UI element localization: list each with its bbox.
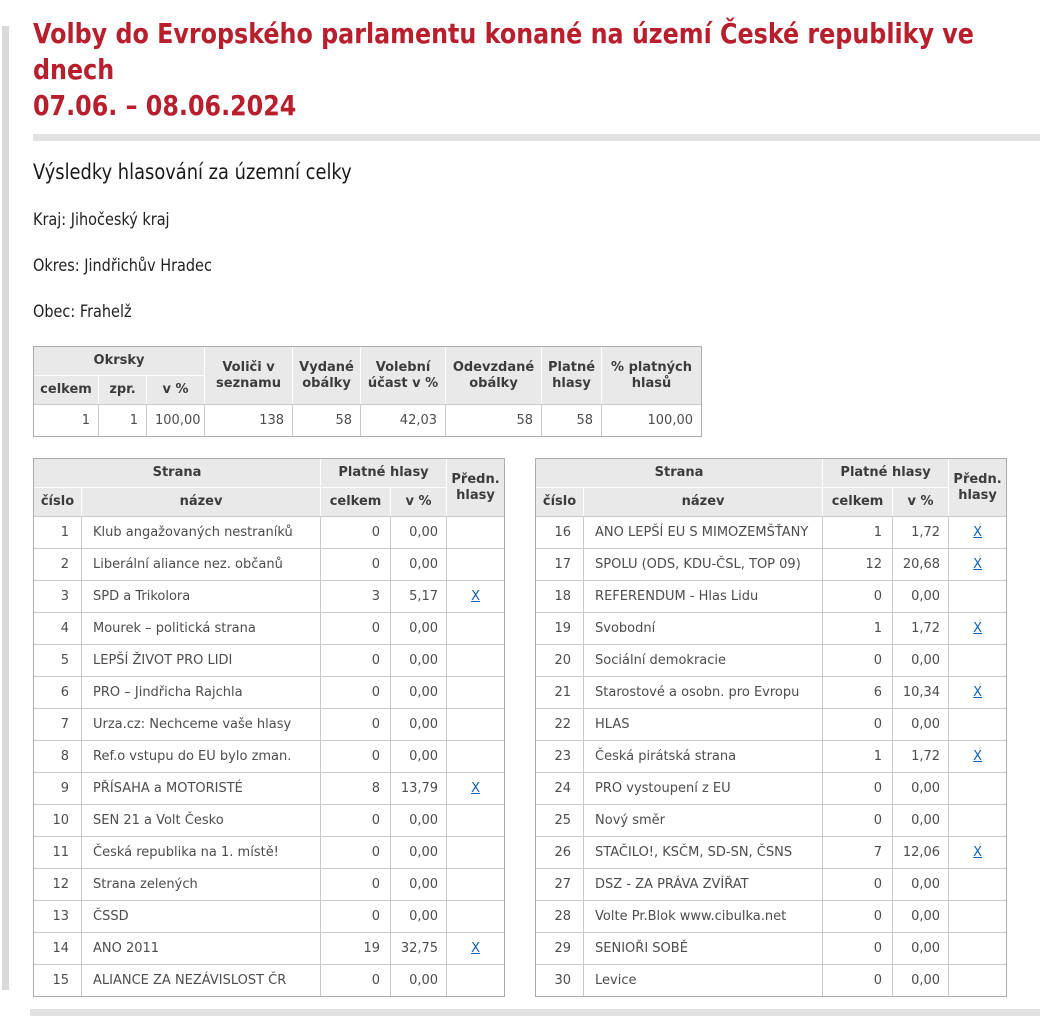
party-number: 28	[536, 900, 584, 932]
party-votes-pct: 0,00	[391, 612, 447, 644]
party-votes-total: 0	[823, 708, 893, 740]
party-votes-total: 0	[823, 868, 893, 900]
table-row	[34, 900, 504, 932]
party-votes-pct: 0,00	[391, 676, 447, 708]
party-number: 8	[34, 740, 82, 772]
table-row	[34, 836, 504, 868]
party-votes-pct: 32,75	[391, 932, 447, 964]
page-title	[33, 16, 1040, 124]
party-header-row-1	[34, 459, 504, 488]
party-table-left	[33, 458, 505, 997]
party-number: 30	[536, 964, 584, 996]
value-okrsky-zpr: 1	[99, 404, 147, 436]
pref-votes-cell	[949, 580, 1006, 612]
col-header-nazev: název	[82, 488, 321, 516]
table-row	[34, 644, 504, 676]
col-header-volici: Voliči v seznamu	[205, 347, 293, 404]
party-votes-pct: 0,00	[391, 804, 447, 836]
pref-votes-cell	[447, 836, 504, 868]
party-number: 17	[536, 548, 584, 580]
col-header-cislo: číslo	[536, 488, 584, 516]
party-votes-pct: 20,68	[893, 548, 949, 580]
party-votes-pct: 0,00	[893, 644, 949, 676]
preferential-votes-link[interactable]: X	[471, 781, 480, 796]
party-name: ALIANCE ZA NEZÁVISLOST ČR	[82, 964, 321, 996]
party-name: ČSSD	[82, 900, 321, 932]
party-number: 3	[34, 580, 82, 612]
party-votes-pct: 12,06	[893, 836, 949, 868]
title-divider	[33, 134, 1040, 141]
party-number: 2	[34, 548, 82, 580]
pref-votes-cell	[447, 932, 504, 964]
col-header-platne-hlasy: Platné hlasy	[542, 347, 602, 404]
pref-votes-cell	[949, 964, 1006, 996]
pref-votes-cell	[949, 676, 1006, 708]
party-name: Svobodní	[584, 612, 823, 644]
party-number: 21	[536, 676, 584, 708]
party-votes-total: 0	[321, 900, 391, 932]
party-number: 19	[536, 612, 584, 644]
table-row	[536, 612, 1006, 644]
party-votes-total: 0	[823, 580, 893, 612]
party-table-right	[535, 458, 1007, 997]
party-number: 12	[34, 868, 82, 900]
party-votes-total: 8	[321, 772, 391, 804]
table-row	[34, 548, 504, 580]
party-votes-total: 0	[321, 516, 391, 548]
page-title-line2: 07.06. – 08.06.2024	[33, 89, 297, 122]
preferential-votes-link[interactable]: X	[471, 941, 480, 956]
party-votes-total: 0	[321, 612, 391, 644]
table-row	[536, 548, 1006, 580]
party-name: Ref.o vstupu do EU bylo zman.	[82, 740, 321, 772]
party-votes-total: 0	[321, 836, 391, 868]
party-name: SPD a Trikolora	[82, 580, 321, 612]
party-name: Liberální aliance nez. občanů	[82, 548, 321, 580]
party-number: 23	[536, 740, 584, 772]
party-votes-total: 1	[823, 516, 893, 548]
party-number: 27	[536, 868, 584, 900]
party-votes-pct: 1,72	[893, 612, 949, 644]
col-header-vpct: v %	[893, 488, 949, 516]
summary-table	[33, 346, 702, 437]
party-votes-total: 0	[321, 644, 391, 676]
col-header-predn-hlasy: Předn. hlasy	[949, 459, 1006, 516]
party-name: Mourek – politická strana	[82, 612, 321, 644]
party-name: Strana zelených	[82, 868, 321, 900]
value-pct-platnych: 100,00	[602, 404, 701, 436]
party-name: Česká republika na 1. místě!	[82, 836, 321, 868]
table-row	[536, 964, 1006, 996]
party-votes-pct: 0,00	[893, 932, 949, 964]
pref-votes-cell	[447, 868, 504, 900]
party-votes-total: 0	[823, 964, 893, 996]
preferential-votes-link[interactable]: X	[973, 845, 983, 860]
table-row	[536, 676, 1006, 708]
party-number: 10	[34, 804, 82, 836]
party-number: 29	[536, 932, 584, 964]
section-heading: Výsledky hlasování za územní celky	[33, 160, 352, 184]
col-header-predn-hlasy: Předn. hlasy	[447, 459, 504, 516]
col-header-okrsky-zpr: zpr.	[99, 376, 147, 404]
table-row	[536, 644, 1006, 676]
okres-label: Okres: Jindřichův Hradec	[33, 256, 212, 276]
value-odevzdane-obalky: 58	[446, 404, 542, 436]
party-name: PŘÍSAHA a MOTORISTÉ	[82, 772, 321, 804]
party-votes-pct: 0,00	[391, 900, 447, 932]
col-header-platne-hlasy: Platné hlasy	[823, 459, 949, 488]
table-row	[536, 932, 1006, 964]
party-number: 15	[34, 964, 82, 996]
party-votes-total: 0	[321, 964, 391, 996]
party-number: 1	[34, 516, 82, 548]
pref-votes-cell	[447, 708, 504, 740]
pref-votes-cell	[949, 932, 1006, 964]
party-number: 5	[34, 644, 82, 676]
col-header-celkem: celkem	[823, 488, 893, 516]
table-row	[34, 708, 504, 740]
party-name: STAČILO!, KSČM, SD-SN, ČSNS	[584, 836, 823, 868]
party-votes-pct: 0,00	[893, 772, 949, 804]
party-votes-total: 0	[823, 900, 893, 932]
party-name: ANO 2011	[82, 932, 321, 964]
table-row	[34, 580, 504, 612]
pref-votes-cell	[949, 804, 1006, 836]
pref-votes-cell	[447, 900, 504, 932]
party-votes-pct: 10,34	[893, 676, 949, 708]
table-row	[536, 580, 1006, 612]
col-header-nazev: název	[584, 488, 823, 516]
party-votes-pct: 1,72	[893, 740, 949, 772]
party-name: Levice	[584, 964, 823, 996]
table-row	[34, 804, 504, 836]
pref-votes-cell	[447, 804, 504, 836]
pref-votes-cell	[949, 740, 1006, 772]
party-header-row-2	[536, 488, 1006, 516]
party-votes-total: 7	[823, 836, 893, 868]
table-row	[34, 932, 504, 964]
party-number: 9	[34, 772, 82, 804]
col-header-strana: Strana	[34, 459, 321, 488]
table-row	[34, 612, 504, 644]
pref-votes-cell	[447, 964, 504, 996]
col-header-cislo: číslo	[34, 488, 82, 516]
pref-votes-cell	[949, 836, 1006, 868]
pref-votes-cell	[447, 772, 504, 804]
value-okrsky-vpct: 100,00	[147, 404, 205, 436]
party-votes-pct: 13,79	[391, 772, 447, 804]
table-row	[536, 740, 1006, 772]
party-votes-pct: 0,00	[893, 804, 949, 836]
party-votes-pct: 0,00	[391, 516, 447, 548]
party-votes-total: 1	[823, 612, 893, 644]
party-number: 13	[34, 900, 82, 932]
party-votes-total: 1	[823, 740, 893, 772]
pref-votes-cell	[949, 708, 1006, 740]
party-votes-total: 3	[321, 580, 391, 612]
pref-votes-cell	[949, 612, 1006, 644]
table-row	[536, 772, 1006, 804]
kraj-label: Kraj: Jihočeský kraj	[33, 210, 170, 230]
party-name: REFERENDUM - Hlas Lidu	[584, 580, 823, 612]
col-header-vpct: v %	[391, 488, 447, 516]
party-number: 7	[34, 708, 82, 740]
party-header-row-1	[536, 459, 1006, 488]
party-votes-total: 0	[321, 804, 391, 836]
party-votes-pct: 0,00	[893, 964, 949, 996]
party-name: DSZ - ZA PRÁVA ZVÍŘAT	[584, 868, 823, 900]
party-votes-pct: 0,00	[391, 708, 447, 740]
party-number: 18	[536, 580, 584, 612]
party-name: Klub angažovaných nestraníků	[82, 516, 321, 548]
party-name: SEN 21 a Volt Česko	[82, 804, 321, 836]
pref-votes-cell	[447, 740, 504, 772]
party-name: Sociální demokracie	[584, 644, 823, 676]
pref-votes-cell	[447, 548, 504, 580]
party-votes-total: 0	[823, 772, 893, 804]
pref-votes-cell	[447, 644, 504, 676]
party-votes-pct: 0,00	[391, 964, 447, 996]
value-volici: 138	[205, 404, 293, 436]
party-votes-total: 0	[321, 708, 391, 740]
party-votes-total: 0	[321, 740, 391, 772]
col-header-volebni-ucast: Volební účast v %	[361, 347, 446, 404]
party-number: 24	[536, 772, 584, 804]
value-volebni-ucast: 42,03	[361, 404, 446, 436]
preferential-votes-link[interactable]: X	[973, 685, 983, 700]
col-header-odevzdane-obalky: Odevzdané obálky	[446, 347, 542, 404]
pref-votes-cell	[949, 900, 1006, 932]
table-row	[536, 868, 1006, 900]
party-votes-pct: 0,00	[893, 900, 949, 932]
party-name: PRO – Jindřicha Rajchla	[82, 676, 321, 708]
party-votes-pct: 0,00	[893, 708, 949, 740]
party-votes-pct: 0,00	[391, 644, 447, 676]
table-row	[536, 708, 1006, 740]
party-votes-total: 6	[823, 676, 893, 708]
party-number: 14	[34, 932, 82, 964]
party-name: Urza.cz: Nechceme vaše hlasy	[82, 708, 321, 740]
value-okrsky-celkem: 1	[34, 404, 99, 436]
preferential-votes-link[interactable]: X	[973, 621, 983, 636]
party-number: 20	[536, 644, 584, 676]
party-votes-total: 19	[321, 932, 391, 964]
col-header-vydane-obalky: Vydané obálky	[293, 347, 361, 404]
party-votes-pct: 1,72	[893, 516, 949, 548]
table-row	[536, 836, 1006, 868]
party-name: SPOLU (ODS, KDU-ČSL, TOP 09)	[584, 548, 823, 580]
page-title-line1: Volby do Evropského parlamentu konané na území České republiky ve dnech	[33, 17, 974, 86]
pref-votes-cell	[447, 612, 504, 644]
preferential-votes-link[interactable]: X	[973, 749, 983, 764]
summary-values-row	[34, 404, 701, 436]
summary-header-row-1	[34, 347, 701, 376]
col-header-strana: Strana	[536, 459, 823, 488]
pref-votes-cell	[949, 516, 1006, 548]
party-votes-total: 12	[823, 548, 893, 580]
party-number: 11	[34, 836, 82, 868]
col-header-okrsky-vpct: v %	[147, 376, 205, 404]
pref-votes-cell	[447, 516, 504, 548]
party-number: 6	[34, 676, 82, 708]
party-votes-total: 0	[823, 932, 893, 964]
party-name: LEPŠÍ ŽIVOT PRO LIDI	[82, 644, 321, 676]
pref-votes-cell	[949, 772, 1006, 804]
preferential-votes-link[interactable]: X	[973, 525, 983, 540]
party-votes-pct: 0,00	[391, 836, 447, 868]
table-row	[34, 964, 504, 996]
col-header-platne-hlasy: Platné hlasy	[321, 459, 447, 488]
col-header-okrsky: Okrsky	[34, 347, 205, 376]
party-header-row-2	[34, 488, 504, 516]
table-row	[536, 516, 1006, 548]
party-votes-pct: 0,00	[391, 868, 447, 900]
party-number: 26	[536, 836, 584, 868]
party-name: Česká pirátská strana	[584, 740, 823, 772]
party-number: 25	[536, 804, 584, 836]
table-row	[34, 676, 504, 708]
party-votes-pct: 0,00	[893, 868, 949, 900]
party-votes-total: 0	[321, 548, 391, 580]
party-number: 16	[536, 516, 584, 548]
party-name: SENIOŘI SOBĚ	[584, 932, 823, 964]
table-row	[536, 900, 1006, 932]
table-row	[34, 868, 504, 900]
party-number: 22	[536, 708, 584, 740]
preferential-votes-link[interactable]: X	[471, 589, 480, 604]
party-tables-container	[33, 458, 1040, 997]
bottom-divider	[30, 1009, 1040, 1016]
obec-label: Obec: Frahelž	[33, 302, 132, 322]
pref-votes-cell	[949, 548, 1006, 580]
col-header-pct-platnych: % platných hlasů	[602, 347, 701, 404]
col-header-celkem: celkem	[321, 488, 391, 516]
party-number: 4	[34, 612, 82, 644]
party-name: ANO LEPŠÍ EU S MIMOZEMŠŤANY	[584, 516, 823, 548]
page-left-border	[2, 26, 9, 990]
party-votes-pct: 0,00	[893, 580, 949, 612]
page-content	[33, 16, 1040, 1016]
pref-votes-cell	[447, 580, 504, 612]
party-votes-pct: 5,17	[391, 580, 447, 612]
party-votes-total: 0	[321, 868, 391, 900]
pref-votes-cell	[949, 644, 1006, 676]
party-votes-pct: 0,00	[391, 548, 447, 580]
party-votes-total: 0	[321, 676, 391, 708]
party-name: Nový směr	[584, 804, 823, 836]
table-row	[536, 804, 1006, 836]
preferential-votes-link[interactable]: X	[973, 557, 983, 572]
party-name: Starostové a osobn. pro Evropu	[584, 676, 823, 708]
party-name: Volte Pr.Blok www.cibulka.net	[584, 900, 823, 932]
value-platne-hlasy: 58	[542, 404, 602, 436]
party-votes-pct: 0,00	[391, 740, 447, 772]
table-row	[34, 772, 504, 804]
party-name: HLAS	[584, 708, 823, 740]
col-header-okrsky-celkem: celkem	[34, 376, 99, 404]
table-row	[34, 516, 504, 548]
party-votes-total: 0	[823, 644, 893, 676]
party-votes-total: 0	[823, 804, 893, 836]
party-name: PRO vystoupení z EU	[584, 772, 823, 804]
pref-votes-cell	[949, 868, 1006, 900]
pref-votes-cell	[447, 676, 504, 708]
table-row	[34, 740, 504, 772]
value-vydane-obalky: 58	[293, 404, 361, 436]
